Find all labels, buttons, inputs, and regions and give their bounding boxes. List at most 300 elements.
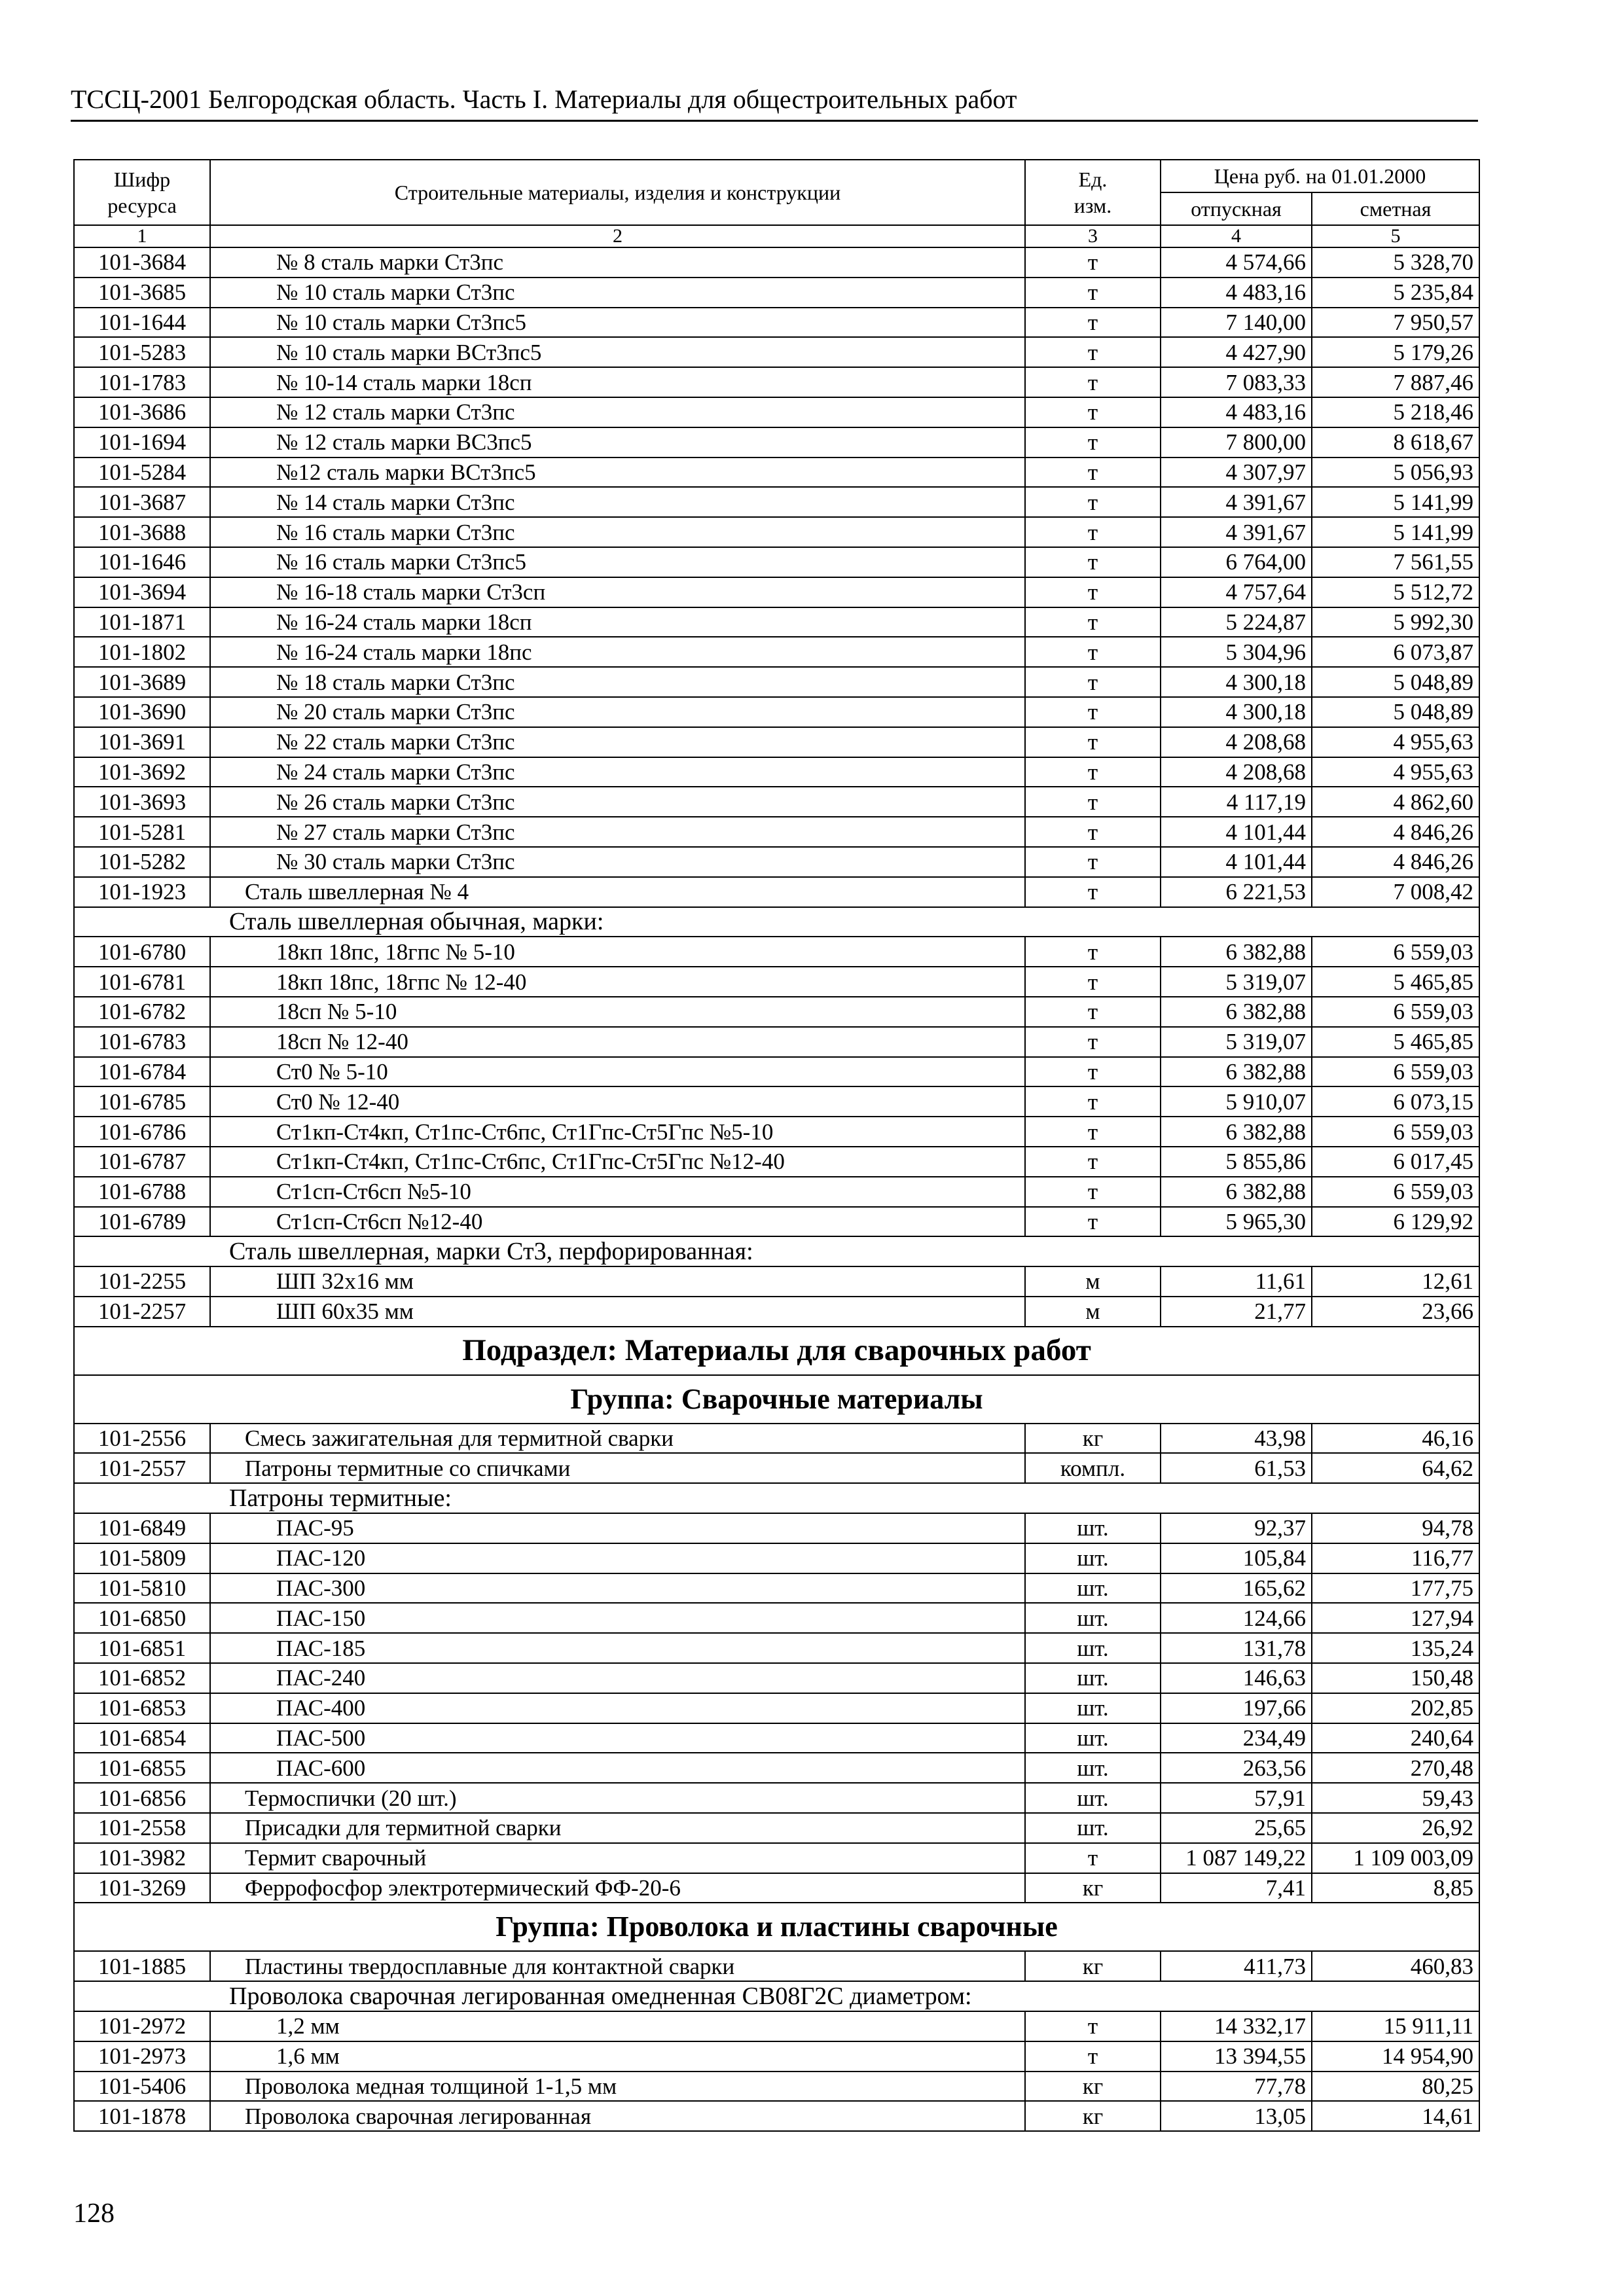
material-name-cell: Присадки для термитной сварки	[210, 1813, 1025, 1843]
resource-code-cell: 101-5406	[74, 2072, 210, 2102]
table-body	[74, 247, 1479, 2131]
estimate-price-cell: 7 950,57	[1312, 308, 1479, 338]
estimate-price-cell: 5 465,85	[1312, 1027, 1479, 1057]
table-row	[74, 1453, 1479, 1483]
header-code-label: Шифр ресурса	[107, 168, 177, 217]
resource-code-cell: 101-2973	[74, 2041, 210, 2072]
resource-code-cell: 101-6782	[74, 997, 210, 1027]
estimate-price-cell: 4 955,63	[1312, 727, 1479, 757]
material-name-cell: ПАС-120	[210, 1543, 1025, 1573]
estimate-price-cell: 7 008,42	[1312, 877, 1479, 907]
material-name-cell: Сталь швеллерная № 4	[210, 877, 1025, 907]
release-price-cell: 4 757,64	[1161, 577, 1312, 607]
resource-code-cell: 101-6784	[74, 1057, 210, 1087]
material-name-cell: ПАС-240	[210, 1663, 1025, 1693]
table-row	[74, 1753, 1479, 1783]
estimate-price-cell: 46,16	[1312, 1424, 1479, 1454]
table-row	[74, 1543, 1479, 1573]
unit-cell: т	[1025, 667, 1161, 697]
header-name: Строительные материалы, изделия и конструкции	[210, 160, 1025, 225]
material-name-cell: № 16 сталь марки Ст3пс5	[210, 547, 1025, 577]
resource-code-cell: 101-3690	[74, 697, 210, 727]
material-name-cell: № 27 сталь марки Ст3пс	[210, 817, 1025, 847]
table-row	[74, 757, 1479, 787]
header-price: Цена руб. на 01.01.2000	[1161, 160, 1479, 192]
material-name-cell: Ст0 № 5-10	[210, 1057, 1025, 1087]
group-title-row	[74, 1483, 1479, 1513]
resource-code-cell: 101-1923	[74, 877, 210, 907]
resource-code-cell: 101-3687	[74, 487, 210, 517]
estimate-price-cell: 150,48	[1312, 1663, 1479, 1693]
estimate-price-cell: 1 109 003,09	[1312, 1843, 1479, 1873]
table-row	[74, 427, 1479, 457]
unit-cell: шт.	[1025, 1633, 1161, 1663]
unit-cell: т	[1025, 1117, 1161, 1147]
table-row	[74, 1424, 1479, 1454]
table-row	[74, 1843, 1479, 1873]
estimate-price-cell: 4 955,63	[1312, 757, 1479, 787]
resource-code-cell: 101-3982	[74, 1843, 210, 1873]
unit-cell: т	[1025, 397, 1161, 427]
table-row	[74, 2072, 1479, 2102]
resource-code-cell: 101-5284	[74, 457, 210, 488]
resource-code-cell: 101-5281	[74, 817, 210, 847]
unit-cell: кг	[1025, 1424, 1161, 1454]
group-title: Проволока сварочная легированная омедненная СВ08Г2С диаметром:	[74, 1981, 1479, 2011]
material-name-cell: ШП 60х35 мм	[210, 1297, 1025, 1327]
release-price-cell: 124,66	[1161, 1603, 1312, 1633]
material-name-cell: ПАС-185	[210, 1633, 1025, 1663]
resource-code-cell: 101-6852	[74, 1663, 210, 1693]
estimate-price-cell: 5 048,89	[1312, 667, 1479, 697]
unit-cell: т	[1025, 697, 1161, 727]
unit-cell: т	[1025, 278, 1161, 308]
material-name-cell: Термит сварочный	[210, 1843, 1025, 1873]
table-row	[74, 1297, 1479, 1327]
resource-code-cell: 101-1783	[74, 367, 210, 397]
estimate-price-cell: 6 559,03	[1312, 937, 1479, 967]
material-name-cell: № 16-18 сталь марки Ст3сп	[210, 577, 1025, 607]
estimate-price-cell: 26,92	[1312, 1813, 1479, 1843]
unit-cell: т	[1025, 547, 1161, 577]
section-title-row	[74, 1375, 1479, 1424]
resource-code-cell: 101-5282	[74, 847, 210, 877]
table-row	[74, 247, 1479, 278]
unit-cell: кг	[1025, 1951, 1161, 1981]
table-row	[74, 2101, 1479, 2131]
header-estimate: сметная	[1312, 192, 1479, 225]
unit-cell: кг	[1025, 2101, 1161, 2131]
release-price-cell: 13,05	[1161, 2101, 1312, 2131]
table-row	[74, 1663, 1479, 1693]
material-name-cell: Ст1сп-Ст6сп №12-40	[210, 1207, 1025, 1237]
material-name-cell: № 10 сталь марки Ст3пс	[210, 278, 1025, 308]
resource-code-cell: 101-3686	[74, 397, 210, 427]
release-price-cell: 21,77	[1161, 1297, 1312, 1327]
estimate-price-cell: 5 048,89	[1312, 697, 1479, 727]
resource-code-cell: 101-1644	[74, 308, 210, 338]
unit-cell: шт.	[1025, 1693, 1161, 1723]
release-price-cell: 11,61	[1161, 1266, 1312, 1297]
resource-code-cell: 101-5283	[74, 337, 210, 367]
release-price-cell: 5 319,07	[1161, 967, 1312, 997]
header-rule	[71, 120, 1478, 122]
material-name-cell: ПАС-600	[210, 1753, 1025, 1783]
estimate-price-cell: 202,85	[1312, 1693, 1479, 1723]
estimate-price-cell: 177,75	[1312, 1573, 1479, 1604]
material-name-cell: № 30 сталь марки Ст3пс	[210, 847, 1025, 877]
unit-cell: т	[1025, 487, 1161, 517]
release-price-cell: 4 300,18	[1161, 667, 1312, 697]
material-name-cell: Проволока сварочная легированная	[210, 2101, 1025, 2131]
group-title-row	[74, 1236, 1479, 1266]
table-row	[74, 337, 1479, 367]
material-name-cell: 18сп № 12-40	[210, 1027, 1025, 1057]
release-price-cell: 6 382,88	[1161, 1117, 1312, 1147]
release-price-cell: 77,78	[1161, 2072, 1312, 2102]
table-row	[74, 1513, 1479, 1543]
material-name-cell: ПАС-95	[210, 1513, 1025, 1543]
table-row	[74, 727, 1479, 757]
material-name-cell: Термоспички (20 шт.)	[210, 1783, 1025, 1813]
estimate-price-cell: 8,85	[1312, 1873, 1479, 1903]
material-name-cell: ПАС-150	[210, 1603, 1025, 1633]
unit-cell: т	[1025, 637, 1161, 667]
header-unit	[1025, 160, 1161, 225]
unit-cell: м	[1025, 1266, 1161, 1297]
table-row	[74, 937, 1479, 967]
estimate-price-cell: 270,48	[1312, 1753, 1479, 1783]
table-row	[74, 2041, 1479, 2072]
estimate-price-cell: 6 129,92	[1312, 1207, 1479, 1237]
resource-code-cell: 101-6781	[74, 967, 210, 997]
table-row	[74, 847, 1479, 877]
column-number-3: 3	[1025, 225, 1161, 247]
material-name-cell: ПАС-300	[210, 1573, 1025, 1604]
unit-cell: т	[1025, 367, 1161, 397]
group-title-row	[74, 1981, 1479, 2011]
release-price-cell: 4 483,16	[1161, 278, 1312, 308]
unit-cell: т	[1025, 937, 1161, 967]
material-name-cell: № 16-24 сталь марки 18сп	[210, 607, 1025, 637]
column-number-1: 1	[74, 225, 210, 247]
material-name-cell: 1,2 мм	[210, 2011, 1025, 2041]
table-row	[74, 697, 1479, 727]
release-price-cell: 4 208,68	[1161, 727, 1312, 757]
estimate-price-cell: 6 559,03	[1312, 1177, 1479, 1207]
resource-code-cell: 101-6855	[74, 1753, 210, 1783]
table-row	[74, 1873, 1479, 1903]
estimate-price-cell: 80,25	[1312, 2072, 1479, 2102]
unit-cell: шт.	[1025, 1813, 1161, 1843]
release-price-cell: 7 800,00	[1161, 427, 1312, 457]
unit-cell: т	[1025, 877, 1161, 907]
release-price-cell: 6 382,88	[1161, 937, 1312, 967]
estimate-price-cell: 23,66	[1312, 1297, 1479, 1327]
table-row	[74, 1117, 1479, 1147]
table-row	[74, 1633, 1479, 1663]
unit-cell: т	[1025, 1086, 1161, 1117]
release-price-cell: 6 221,53	[1161, 877, 1312, 907]
group-title: Сталь швеллерная, марки Ст3, перфорированная:	[74, 1236, 1479, 1266]
unit-cell: шт.	[1025, 1663, 1161, 1693]
resource-code-cell: 101-6785	[74, 1086, 210, 1117]
material-name-cell: Смесь зажигательная для термитной сварки	[210, 1424, 1025, 1454]
release-price-cell: 5 910,07	[1161, 1086, 1312, 1117]
header-release: отпускная	[1161, 192, 1312, 225]
release-price-cell: 5 224,87	[1161, 607, 1312, 637]
estimate-price-cell: 6 017,45	[1312, 1147, 1479, 1177]
estimate-price-cell: 5 141,99	[1312, 487, 1479, 517]
header-unit-label: Ед. изм.	[1074, 168, 1112, 217]
subsection-title: Подраздел: Материалы для сварочных работ	[74, 1327, 1479, 1375]
material-name-cell: № 10 сталь марки Ст3пс5	[210, 308, 1025, 338]
release-price-cell: 4 101,44	[1161, 817, 1312, 847]
unit-cell: т	[1025, 2011, 1161, 2041]
release-price-cell: 4 117,19	[1161, 787, 1312, 817]
resource-code-cell: 101-1871	[74, 607, 210, 637]
estimate-price-cell: 5 512,72	[1312, 577, 1479, 607]
table-header	[74, 160, 1479, 247]
unit-cell: т	[1025, 308, 1161, 338]
unit-cell: т	[1025, 607, 1161, 637]
release-price-cell: 43,98	[1161, 1424, 1312, 1454]
resource-code-cell: 101-3688	[74, 517, 210, 547]
column-number-2: 2	[210, 225, 1025, 247]
release-price-cell: 7,41	[1161, 1873, 1312, 1903]
unit-cell: т	[1025, 517, 1161, 547]
table-row	[74, 1693, 1479, 1723]
material-name-cell: Ст1кп-Ст4кп, Ст1пс-Ст6пс, Ст1Гпс-Ст5Гпс №5-10	[210, 1117, 1025, 1147]
table-row	[74, 308, 1479, 338]
table-row	[74, 667, 1479, 697]
unit-cell: т	[1025, 247, 1161, 278]
table-row	[74, 1603, 1479, 1633]
estimate-price-cell: 4 846,26	[1312, 817, 1479, 847]
table-row	[74, 1951, 1479, 1981]
table-row	[74, 1783, 1479, 1813]
unit-cell: т	[1025, 757, 1161, 787]
table-row	[74, 457, 1479, 488]
unit-cell: кг	[1025, 1873, 1161, 1903]
unit-cell: т	[1025, 817, 1161, 847]
estimate-price-cell: 64,62	[1312, 1453, 1479, 1483]
table-row	[74, 367, 1479, 397]
release-price-cell: 4 208,68	[1161, 757, 1312, 787]
material-name-cell: 18сп № 5-10	[210, 997, 1025, 1027]
table-row	[74, 547, 1479, 577]
release-price-cell: 131,78	[1161, 1633, 1312, 1663]
release-price-cell: 4 300,18	[1161, 697, 1312, 727]
table-row	[74, 787, 1479, 817]
release-price-cell: 57,91	[1161, 1783, 1312, 1813]
resource-code-cell: 101-3269	[74, 1873, 210, 1903]
estimate-price-cell: 4 846,26	[1312, 847, 1479, 877]
release-price-cell: 7 140,00	[1161, 308, 1312, 338]
group-title: Патроны термитные:	[74, 1483, 1479, 1513]
unit-cell: шт.	[1025, 1513, 1161, 1543]
release-price-cell: 165,62	[1161, 1573, 1312, 1604]
resource-code-cell: 101-2972	[74, 2011, 210, 2041]
material-name-cell: № 12 сталь марки ВС3пс5	[210, 427, 1025, 457]
material-name-cell: 18кп 18пс, 18гпс № 12-40	[210, 967, 1025, 997]
unit-cell: м	[1025, 1297, 1161, 1327]
resource-code-cell: 101-3689	[74, 667, 210, 697]
estimate-price-cell: 6 073,15	[1312, 1086, 1479, 1117]
subsection-title-row	[74, 1327, 1479, 1375]
material-name-cell: № 8 сталь марки Ст3пс	[210, 247, 1025, 278]
release-price-cell: 6 764,00	[1161, 547, 1312, 577]
material-name-cell: ШП 32х16 мм	[210, 1266, 1025, 1297]
resource-code-cell: 101-2257	[74, 1297, 210, 1327]
section-title: Группа: Сварочные материалы	[74, 1375, 1479, 1424]
release-price-cell: 6 382,88	[1161, 997, 1312, 1027]
release-price-cell: 5 855,86	[1161, 1147, 1312, 1177]
resource-code-cell: 101-3685	[74, 278, 210, 308]
unit-cell: т	[1025, 997, 1161, 1027]
header-code	[74, 160, 210, 225]
material-name-cell: № 16-24 сталь марки 18пс	[210, 637, 1025, 667]
unit-cell: шт.	[1025, 1783, 1161, 1813]
resource-code-cell: 101-3691	[74, 727, 210, 757]
resource-code-cell: 101-1646	[74, 547, 210, 577]
resource-code-cell: 101-3692	[74, 757, 210, 787]
material-name-cell: № 10-14 сталь марки 18сп	[210, 367, 1025, 397]
section-title: Группа: Проволока и пластины сварочные	[74, 1903, 1479, 1951]
resource-code-cell: 101-3694	[74, 577, 210, 607]
unit-cell: т	[1025, 847, 1161, 877]
release-price-cell: 5 304,96	[1161, 637, 1312, 667]
estimate-price-cell: 5 218,46	[1312, 397, 1479, 427]
resource-code-cell: 101-1878	[74, 2101, 210, 2131]
material-name-cell: Пластины твердосплавные для контактной сварки	[210, 1951, 1025, 1981]
resource-code-cell: 101-6851	[74, 1633, 210, 1663]
table-row	[74, 1057, 1479, 1087]
resource-code-cell: 101-6787	[74, 1147, 210, 1177]
resource-code-cell: 101-6856	[74, 1783, 210, 1813]
estimate-price-cell: 6 559,03	[1312, 1117, 1479, 1147]
table-row	[74, 517, 1479, 547]
table-row	[74, 637, 1479, 667]
table-row	[74, 1147, 1479, 1177]
material-name-cell: № 22 сталь марки Ст3пс	[210, 727, 1025, 757]
estimate-price-cell: 59,43	[1312, 1783, 1479, 1813]
resource-code-cell: 101-3684	[74, 247, 210, 278]
resource-code-cell: 101-6854	[74, 1723, 210, 1753]
release-price-cell: 234,49	[1161, 1723, 1312, 1753]
table-row	[74, 397, 1479, 427]
unit-cell: т	[1025, 1843, 1161, 1873]
estimate-price-cell: 240,64	[1312, 1723, 1479, 1753]
estimate-price-cell: 6 559,03	[1312, 1057, 1479, 1087]
table-row	[74, 1723, 1479, 1753]
estimate-price-cell: 5 179,26	[1312, 337, 1479, 367]
table-row	[74, 607, 1479, 637]
estimate-price-cell: 5 992,30	[1312, 607, 1479, 637]
resource-code-cell: 101-3693	[74, 787, 210, 817]
estimate-price-cell: 127,94	[1312, 1603, 1479, 1633]
estimate-price-cell: 8 618,67	[1312, 427, 1479, 457]
resource-code-cell: 101-6853	[74, 1693, 210, 1723]
material-name-cell: ПАС-400	[210, 1693, 1025, 1723]
material-name-cell: № 24 сталь марки Ст3пс	[210, 757, 1025, 787]
column-numbers-row	[74, 225, 1479, 247]
release-price-cell: 4 307,97	[1161, 457, 1312, 488]
release-price-cell: 61,53	[1161, 1453, 1312, 1483]
material-name-cell: Ст1сп-Ст6сп №5-10	[210, 1177, 1025, 1207]
table-row	[74, 1207, 1479, 1237]
material-name-cell: № 20 сталь марки Ст3пс	[210, 697, 1025, 727]
resource-code-cell: 101-5809	[74, 1543, 210, 1573]
estimate-price-cell: 14 954,90	[1312, 2041, 1479, 2072]
table-row	[74, 2011, 1479, 2041]
estimate-price-cell: 14,61	[1312, 2101, 1479, 2131]
material-name-cell: № 26 сталь марки Ст3пс	[210, 787, 1025, 817]
unit-cell: т	[1025, 427, 1161, 457]
estimate-price-cell: 94,78	[1312, 1513, 1479, 1543]
column-number-5: 5	[1312, 225, 1479, 247]
release-price-cell: 263,56	[1161, 1753, 1312, 1783]
resource-code-cell: 101-6786	[74, 1117, 210, 1147]
unit-cell: шт.	[1025, 1723, 1161, 1753]
table-row	[74, 1086, 1479, 1117]
unit-cell: т	[1025, 337, 1161, 367]
estimate-price-cell: 12,61	[1312, 1266, 1479, 1297]
table-row	[74, 1027, 1479, 1057]
material-name-cell: 1,6 мм	[210, 2041, 1025, 2072]
estimate-price-cell: 5 465,85	[1312, 967, 1479, 997]
release-price-cell: 6 382,88	[1161, 1057, 1312, 1087]
resource-code-cell: 101-5810	[74, 1573, 210, 1604]
table-row	[74, 997, 1479, 1027]
table-row	[74, 487, 1479, 517]
material-name-cell: № 12 сталь марки Ст3пс	[210, 397, 1025, 427]
page-header-title: ТССЦ-2001 Белгородская область. Часть I. Материалы для общестроительных работ	[71, 84, 1017, 114]
resource-code-cell: 101-1694	[74, 427, 210, 457]
release-price-cell: 105,84	[1161, 1543, 1312, 1573]
estimate-price-cell: 5 056,93	[1312, 457, 1479, 488]
estimate-price-cell: 135,24	[1312, 1633, 1479, 1663]
table-row	[74, 1266, 1479, 1297]
table-row	[74, 278, 1479, 308]
release-price-cell: 4 391,67	[1161, 517, 1312, 547]
release-price-cell: 13 394,55	[1161, 2041, 1312, 2072]
estimate-price-cell: 15 911,11	[1312, 2011, 1479, 2041]
release-price-cell: 1 087 149,22	[1161, 1843, 1312, 1873]
group-title: Сталь швеллерная обычная, марки:	[74, 907, 1479, 937]
table-row	[74, 577, 1479, 607]
resource-code-cell: 101-6788	[74, 1177, 210, 1207]
unit-cell: т	[1025, 577, 1161, 607]
unit-cell: кг	[1025, 2072, 1161, 2102]
table-row	[74, 1177, 1479, 1207]
release-price-cell: 7 083,33	[1161, 367, 1312, 397]
release-price-cell: 92,37	[1161, 1513, 1312, 1543]
release-price-cell: 146,63	[1161, 1663, 1312, 1693]
estimate-price-cell: 7 887,46	[1312, 367, 1479, 397]
unit-cell: т	[1025, 1027, 1161, 1057]
release-price-cell: 5 319,07	[1161, 1027, 1312, 1057]
release-price-cell: 4 574,66	[1161, 247, 1312, 278]
material-name-cell: 18кп 18пс, 18гпс № 5-10	[210, 937, 1025, 967]
release-price-cell: 4 483,16	[1161, 397, 1312, 427]
release-price-cell: 6 382,88	[1161, 1177, 1312, 1207]
resource-code-cell: 101-2556	[74, 1424, 210, 1454]
column-number-4: 4	[1161, 225, 1312, 247]
resource-code-cell: 101-6850	[74, 1603, 210, 1633]
resource-code-cell: 101-2557	[74, 1453, 210, 1483]
unit-cell: т	[1025, 1147, 1161, 1177]
